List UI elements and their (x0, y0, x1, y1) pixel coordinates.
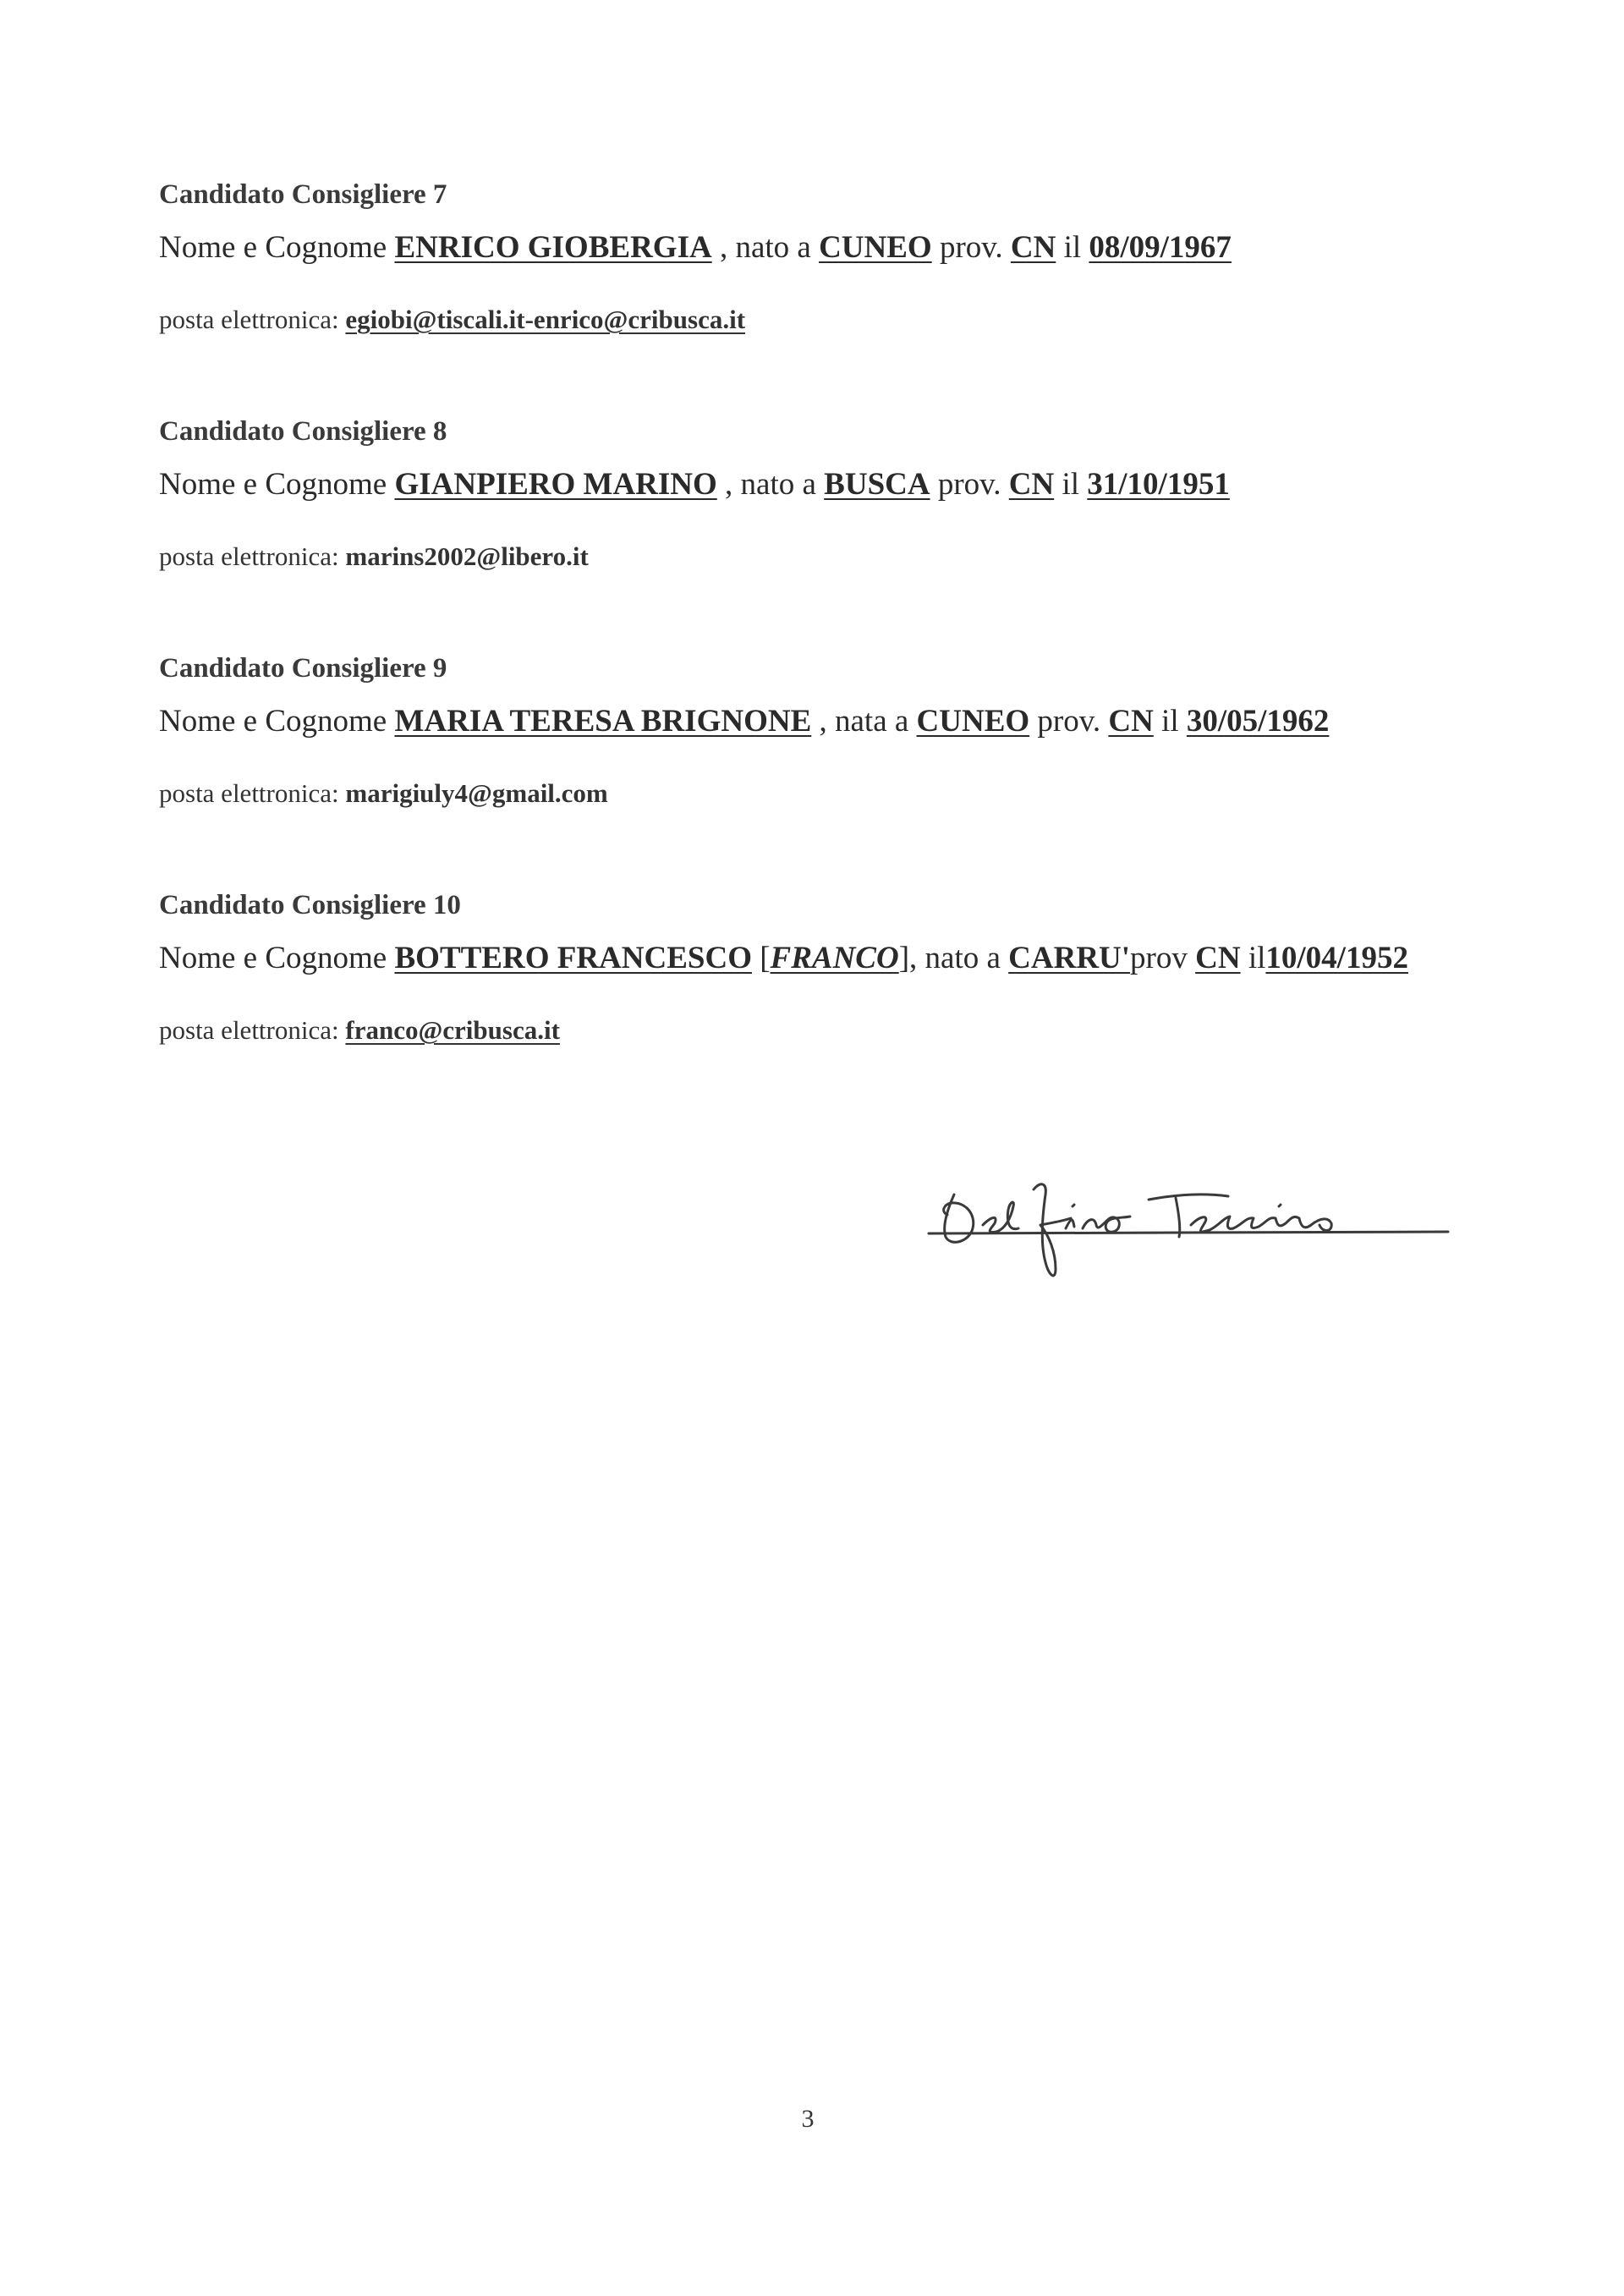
candidate-name: BOTTERO FRANCESCO (394, 941, 752, 975)
candidate-name: GIANPIERO MARINO (394, 467, 717, 502)
date-label: il (1063, 230, 1082, 265)
email-address: egiobi@tiscali.it-enrico@cribusca.it (345, 305, 746, 334)
email-label: posta elettronica: (159, 778, 339, 808)
candidate-details (159, 702, 1329, 741)
date-label: il (1062, 467, 1080, 502)
name-label: Nome e Cognome (159, 941, 387, 975)
birth-place: CUNEO (916, 704, 1030, 739)
born-label: , nato a (719, 230, 811, 265)
email-line (159, 540, 589, 574)
handwritten-signature (922, 1134, 1463, 1286)
nickname-close: ] (898, 941, 910, 975)
candidate-name: ENRICO GIOBERGIA (394, 230, 712, 265)
candidate-details (159, 228, 1232, 267)
province: CN (1108, 704, 1154, 739)
candidate-title: Candidato Consigliere 10 (159, 890, 461, 920)
candidate-title: Candidato Consigliere 9 (159, 653, 447, 684)
candidate-block-10 (159, 888, 1512, 1045)
birth-date: 30/05/1962 (1186, 704, 1330, 739)
email-line (159, 303, 745, 337)
candidate-details (159, 939, 1408, 978)
email-label: posta elettronica: (159, 1015, 339, 1045)
prov-label: prov. (937, 467, 1001, 502)
born-label: , nata a (819, 704, 909, 739)
birth-date: 10/04/1952 (1265, 941, 1408, 975)
candidate-name: MARIA TERESA BRIGNONE (394, 704, 812, 739)
candidate-block-9 (159, 651, 1512, 808)
candidate-block-7 (159, 178, 1512, 334)
born-label: , nato a (909, 941, 1001, 975)
email-address: franco@cribusca.it (345, 1015, 560, 1045)
birth-place: BUSCA (824, 467, 930, 502)
province: CN (1008, 467, 1055, 502)
name-label: Nome e Cognome (159, 704, 387, 739)
date-label: il (1161, 704, 1179, 739)
birth-date: 31/10/1951 (1087, 467, 1230, 502)
birth-place: CUNEO (819, 230, 932, 265)
email-label: posta elettronica: (159, 541, 339, 571)
birth-date: 08/09/1967 (1089, 230, 1232, 265)
page-number: 3 (801, 2105, 815, 2133)
candidate-nickname: FRANCO (770, 941, 899, 975)
email-address: marigiuly4@gmail.com (345, 778, 608, 808)
email-label: posta elettronica: (159, 305, 339, 334)
candidate-title: Candidato Consigliere 8 (159, 416, 447, 447)
born-label: , nato a (725, 467, 816, 502)
province: CN (1195, 941, 1241, 975)
birth-place: CARRU' (1008, 941, 1131, 975)
candidate-block-8 (159, 415, 1512, 571)
email-line (159, 1013, 560, 1047)
candidate-title: Candidato Consigliere 7 (159, 179, 447, 210)
name-label: Nome e Cognome (159, 230, 387, 265)
email-address: marins2002@libero.it (345, 541, 589, 571)
email-line (159, 777, 608, 810)
nickname-open: [ (760, 941, 771, 975)
prov-label: prov. (1037, 704, 1101, 739)
prov-label: prov. (939, 230, 1003, 265)
province: CN (1010, 230, 1056, 265)
date-label: il (1248, 941, 1266, 975)
name-label: Nome e Cognome (159, 467, 387, 502)
candidate-details (159, 465, 1230, 504)
prov-label: prov (1130, 941, 1188, 975)
